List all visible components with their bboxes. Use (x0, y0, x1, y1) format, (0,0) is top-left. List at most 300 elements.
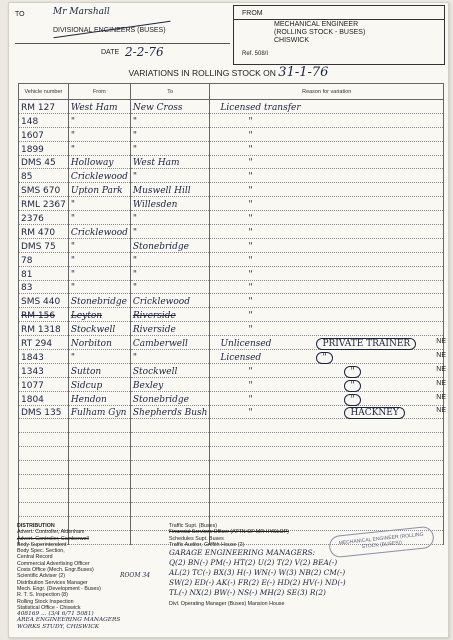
from-line-1: MECHANICAL ENGINEER (274, 21, 359, 28)
vehicle-text: 81 (21, 269, 33, 280)
page-title (9, 65, 448, 80)
table-row (19, 197, 444, 211)
to-cell (130, 419, 210, 433)
reason-text: " (248, 214, 253, 225)
reason-note: PRIVATE TRAINER (316, 338, 416, 350)
vehicle-cell (19, 336, 69, 350)
reason-text: " (248, 408, 253, 419)
to-cell (130, 322, 210, 336)
reason-cell (210, 211, 444, 225)
distribution-entry: Advert. Controller, Camberwell (17, 535, 89, 542)
distribution-entry: Distribution Services Manager (17, 579, 88, 586)
to-cell (130, 461, 210, 475)
vehicle-cell (19, 488, 69, 502)
reason-text: " (248, 366, 253, 377)
room-number: ROOM 34 (120, 572, 151, 579)
to-text: Muswell Hill (132, 186, 191, 197)
from-cell (68, 336, 130, 350)
ref-number: Ref. 508/I (242, 51, 269, 57)
to-text: Stonebridge (132, 241, 190, 252)
from-text: " (70, 200, 75, 211)
to-cell (130, 475, 210, 489)
reason-note: " (344, 380, 360, 392)
to-text: Riverside (132, 325, 176, 336)
from-cell (68, 197, 130, 211)
vehicle-cell (19, 294, 69, 308)
vehicle-cell (19, 350, 69, 364)
vehicle-text: SMS 670 (21, 186, 61, 197)
ne-marker: NE (436, 338, 446, 346)
from-text: Stockwell (70, 325, 116, 336)
to-cell (130, 280, 210, 294)
reason-cell (210, 322, 444, 336)
reason-cell (210, 183, 444, 197)
from-text: Leyton (70, 311, 103, 322)
vehicle-cell (19, 238, 69, 252)
vehicle-cell (19, 225, 69, 239)
from-text: Hendon (70, 394, 107, 405)
vehicle-cell (19, 169, 69, 183)
date-label: DATE (101, 49, 120, 56)
reason-text: " (248, 172, 253, 183)
table-row (19, 252, 444, 266)
from-text: Norbiton (70, 339, 112, 350)
to-cell (130, 363, 210, 377)
to-text: Camberwell (132, 339, 188, 350)
distribution-entry: Statistical Office - Chiswick (17, 604, 81, 611)
reason-cell (210, 141, 444, 155)
to-cell (130, 155, 210, 169)
to-text: " (132, 227, 138, 238)
to-underline (15, 43, 230, 44)
distribution-entry: Mech. Engr. (Development - Buses) (17, 585, 101, 592)
vehicle-cell (19, 447, 69, 461)
table-row (19, 225, 444, 239)
to-cell (130, 391, 210, 405)
reason-note: " (344, 366, 360, 378)
table-row (19, 433, 444, 447)
table-row (19, 322, 444, 336)
reason-text: " (248, 158, 253, 169)
reason-cell (210, 225, 444, 239)
to-text: New Cross (132, 102, 183, 113)
vehicle-cell (19, 197, 69, 211)
from-text: " (70, 352, 75, 363)
reason-text: Licensed transfer (220, 102, 301, 113)
from-text: " (70, 241, 75, 252)
distribution-entry: R. T. S. Inspection (8) (17, 592, 68, 599)
to-cell (130, 225, 210, 239)
to-cell (130, 113, 210, 127)
from-cell (68, 225, 130, 239)
ne-marker: NE (436, 393, 446, 401)
from-cell (68, 419, 130, 433)
to-text: " (132, 269, 138, 280)
from-text: Stonebridge (70, 297, 127, 308)
table-row (19, 211, 444, 225)
to-cell (130, 447, 210, 461)
to-cell (130, 141, 210, 155)
to-cell (130, 183, 210, 197)
distribution-entry: Commercial Advertising Officer (17, 560, 90, 567)
reason-cell (210, 419, 444, 433)
to-text: " (132, 283, 138, 294)
to-label: TO (15, 11, 25, 18)
table-row (19, 377, 444, 391)
from-cell (68, 405, 130, 419)
from-text: " (70, 255, 75, 266)
distribution-entry-right: Q(2) BN(-) PM(-) HT(2) U(2) T(2) V(2) BEA(-) (169, 558, 338, 568)
to-cell (130, 127, 210, 141)
reason-text: " (248, 297, 253, 308)
vehicle-cell (19, 211, 69, 225)
from-cell (68, 475, 130, 489)
from-cell (68, 377, 130, 391)
distribution-entry: WORKS STUDY, CHISWICK (17, 623, 100, 630)
table-row (19, 169, 444, 183)
vehicle-cell (19, 252, 69, 266)
table-row (19, 363, 444, 377)
table-row (19, 461, 444, 475)
table-row (19, 155, 444, 169)
vehicle-text: 2376 (21, 214, 44, 225)
reason-cell (210, 475, 444, 489)
table-body (19, 100, 444, 545)
from-line-2: (ROLLING STOCK - BUSES) (274, 29, 366, 36)
vehicle-text: RT 294 (21, 339, 53, 350)
vehicle-cell (19, 419, 69, 433)
ne-marker: NE (436, 365, 446, 373)
to-text: Shepherds Bush (132, 408, 208, 419)
vehicle-cell (19, 377, 69, 391)
reason-text: " (248, 200, 253, 211)
from-text: Sutton (70, 366, 102, 377)
from-label: FROM (242, 10, 263, 17)
to-text: Stonebridge (132, 394, 190, 405)
vehicle-cell (19, 100, 69, 114)
reason-cell (210, 377, 444, 391)
from-text: Cricklewood (70, 172, 128, 183)
from-cell (68, 252, 130, 266)
vehicle-text: 1843 (21, 352, 44, 363)
vehicle-text: RM 1318 (21, 325, 61, 336)
reason-text: " (248, 311, 253, 322)
to-handwritten: Mr Marshall (53, 7, 110, 17)
from-text: " (70, 283, 75, 294)
to-text: DIVISIONAL ENGINEERS (BUSES) (53, 27, 166, 34)
table-row (19, 391, 444, 405)
distribution-title: DISTRIBUTION (17, 523, 55, 529)
reason-note: " (316, 352, 332, 364)
to-text: Riverside (132, 311, 176, 322)
from-text: Holloway (70, 158, 114, 169)
reason-cell (210, 308, 444, 322)
table-row (19, 336, 444, 350)
from-text: West Ham (70, 102, 118, 113)
reason-cell (210, 238, 444, 252)
reason-text: Unlicensed (220, 339, 272, 350)
distribution-entry-right: Traffic Auditor, Griffith House (2) (169, 541, 245, 548)
reason-text: " (248, 144, 253, 155)
table-row (19, 294, 444, 308)
table-row (19, 280, 444, 294)
distribution-entry-right: Schedules Supt. Buses (169, 535, 224, 542)
distribution-entry-right: Traffic Supt. (Buses) (169, 523, 217, 529)
vehicle-text: DMS 45 (21, 158, 56, 169)
from-cell (68, 488, 130, 502)
to-block (15, 7, 230, 63)
table-row (19, 238, 444, 252)
from-divider (234, 19, 444, 20)
department-stamp: MECHANICAL ENGINEER (ROLLING STOCK (BUSES)) (328, 526, 435, 559)
distribution-entry-right: GARAGE ENGINEERING MANAGERS: (169, 548, 316, 558)
reason-cell (210, 280, 444, 294)
to-cell (130, 405, 210, 419)
from-text: " (70, 269, 75, 280)
from-cell (68, 322, 130, 336)
from-cell (68, 502, 130, 516)
to-cell (130, 488, 210, 502)
to-cell (130, 294, 210, 308)
reason-cell (210, 113, 444, 127)
reason-column-header: Reason for variation (210, 84, 444, 100)
to-cell (130, 197, 210, 211)
to-text: " (132, 255, 138, 266)
vehicle-text: 1804 (21, 394, 44, 405)
table-row (19, 447, 444, 461)
from-text: Sidcup (70, 380, 103, 391)
vehicle-text: DMS 75 (21, 241, 56, 252)
from-block (233, 5, 445, 65)
vehicle-cell (19, 433, 69, 447)
variation-sheet (8, 2, 449, 638)
from-text: Upton Park (70, 186, 123, 197)
to-text: " (132, 130, 138, 141)
vehicle-cell (19, 127, 69, 141)
reason-cell (210, 336, 444, 350)
ne-marker: NE (436, 407, 446, 415)
to-cell (130, 502, 210, 516)
to-cell (130, 266, 210, 280)
distribution-entry: Body Superintendent (17, 541, 67, 548)
reason-cell (210, 294, 444, 308)
vehicle-text: 1077 (21, 380, 44, 391)
vehicle-cell (19, 461, 69, 475)
to-cell (130, 336, 210, 350)
distribution-entry-right: Divl. Operating Manager (Buses) Mansion House (169, 601, 285, 608)
vehicle-cell (19, 266, 69, 280)
distribution-entry: Rolling Stock Inspection (17, 598, 74, 605)
reason-text: " (248, 269, 253, 280)
from-cell (68, 294, 130, 308)
vehicle-text: RM 127 (21, 102, 56, 113)
vehicle-text: 85 (21, 172, 33, 183)
vehicle-cell (19, 308, 69, 322)
from-cell (68, 127, 130, 141)
vehicle-cell (19, 183, 69, 197)
distribution-entry: AREA ENGINEERING MANAGERS (17, 617, 121, 624)
reason-text: " (248, 283, 253, 294)
distribution-entry: 408169 ... (3/4 6/71 5081) (17, 611, 94, 618)
vehicle-cell (19, 363, 69, 377)
ne-marker: NE (436, 379, 446, 387)
reason-text: " (248, 227, 253, 238)
vehicle-cell (19, 280, 69, 294)
from-text: Cricklewood (70, 227, 128, 238)
to-cell (130, 308, 210, 322)
vehicle-text: 1899 (21, 144, 44, 155)
reason-cell (210, 447, 444, 461)
from-cell (68, 391, 130, 405)
from-cell (68, 308, 130, 322)
vehicle-text: 1607 (21, 130, 44, 141)
from-cell (68, 266, 130, 280)
from-text: " (70, 116, 75, 127)
from-column-header: From (68, 84, 130, 100)
vehicle-cell (19, 322, 69, 336)
distribution-entry-right: SW(2) ED(-) AK(-) FR(2) E(-) HD(2) HV(-) ND(-) (169, 578, 346, 588)
to-cell (130, 433, 210, 447)
from-text: " (70, 130, 75, 141)
table-row (19, 350, 444, 364)
vehicle-cell (19, 502, 69, 516)
from-cell (68, 447, 130, 461)
distribution-entry: Scientific Adviser (2) (17, 573, 65, 580)
to-cell (130, 350, 210, 364)
vehicle-text: 83 (21, 283, 33, 294)
to-text: " (132, 172, 138, 183)
from-cell (68, 169, 130, 183)
table-row (19, 113, 444, 127)
reason-text: " (248, 380, 253, 391)
vehicle-text: 1343 (21, 366, 44, 377)
reason-note: " (344, 394, 360, 406)
reason-cell (210, 127, 444, 141)
to-text: West Ham (132, 158, 180, 169)
reason-cell (210, 350, 444, 364)
from-cell (68, 363, 130, 377)
reason-cell (210, 169, 444, 183)
table-row (19, 475, 444, 489)
table-row (19, 127, 444, 141)
table-row (19, 266, 444, 280)
distribution-entry-right: TL(-) NX(2) BW(-) NS(-) MH(2) SE(3) R(2) (169, 588, 326, 598)
reason-text: " (248, 394, 253, 405)
vehicle-cell (19, 475, 69, 489)
vehicle-cell (19, 113, 69, 127)
reason-text: " (248, 325, 253, 336)
to-text: Bexley (132, 380, 164, 391)
vehicle-cell (19, 405, 69, 419)
reason-cell (210, 433, 444, 447)
ne-marker: NE (436, 351, 446, 359)
reason-cell (210, 391, 444, 405)
vehicle-text: DMS 135 (21, 408, 62, 419)
distribution-entry-right: AL(2) TC(-) BX(3) H(-) WN(-) W(3) NB(2) CM(-) (169, 568, 346, 578)
to-cell (130, 169, 210, 183)
reason-cell (210, 266, 444, 280)
vehicle-cell (19, 391, 69, 405)
from-cell (68, 433, 130, 447)
reason-cell (210, 100, 444, 114)
to-cell (130, 100, 210, 114)
from-cell (68, 100, 130, 114)
distribution-entries (17, 529, 167, 630)
table-row (19, 100, 444, 114)
title-date: 31-1-76 (278, 65, 329, 80)
from-cell (68, 155, 130, 169)
date-value: 2-2-76 (125, 45, 164, 59)
title-text: VARIATIONS IN ROLLING STOCK ON (128, 68, 276, 78)
to-cell (130, 377, 210, 391)
to-cell (130, 211, 210, 225)
reason-cell (210, 488, 444, 502)
reason-cell (210, 461, 444, 475)
from-cell (68, 141, 130, 155)
from-cell (68, 211, 130, 225)
from-text: " (70, 214, 75, 225)
to-text: " (132, 116, 138, 127)
to-cell (130, 252, 210, 266)
reason-text: " (248, 255, 253, 266)
from-cell (68, 183, 130, 197)
table-header-row (19, 84, 444, 100)
reason-cell (210, 252, 444, 266)
to-text: " (132, 214, 138, 225)
variations-table (18, 83, 444, 545)
reason-note: HACKNEY (344, 407, 404, 419)
reason-text: " (248, 116, 253, 127)
reason-cell (210, 197, 444, 211)
table-row (19, 419, 444, 433)
vehicle-cell (19, 155, 69, 169)
from-line-3: CHISWICK (274, 37, 309, 44)
from-cell (68, 113, 130, 127)
from-cell (68, 461, 130, 475)
vehicle-text: RM 470 (21, 227, 56, 238)
table-row (19, 502, 444, 516)
from-text: " (70, 144, 75, 155)
to-text: Stockwell (132, 366, 178, 377)
vehicle-text: 148 (21, 116, 39, 127)
from-lines (274, 21, 365, 45)
vehicle-text: RM 156 (21, 311, 56, 322)
to-text: " (132, 144, 138, 155)
reason-text: " (248, 186, 253, 197)
vehicle-column-header: Vehicle number (19, 84, 69, 100)
table-row (19, 141, 444, 155)
distribution-entry: Body Spec. Section, (17, 548, 65, 555)
distribution-entry: Advert. Controller, Aldenham (17, 529, 85, 536)
reason-cell (210, 155, 444, 169)
vehicle-cell (19, 141, 69, 155)
distribution-entry: Costs Office (Mech. Engr.Buses) (17, 567, 94, 574)
from-cell (68, 280, 130, 294)
table-row (19, 308, 444, 322)
distribution-entry-right: Financial Services Officer (ATTN OF MR HYSLOP) (169, 529, 289, 536)
to-text: Cricklewood (132, 297, 190, 308)
table-row (19, 183, 444, 197)
from-text: Fulham Gyn (70, 408, 127, 419)
vehicle-text: 78 (21, 255, 33, 266)
reason-cell (210, 502, 444, 516)
from-cell (68, 350, 130, 364)
from-cell (68, 238, 130, 252)
table-row (19, 488, 444, 502)
table-row (19, 405, 444, 419)
to-text: Willesden (132, 200, 178, 211)
to-cell (130, 238, 210, 252)
